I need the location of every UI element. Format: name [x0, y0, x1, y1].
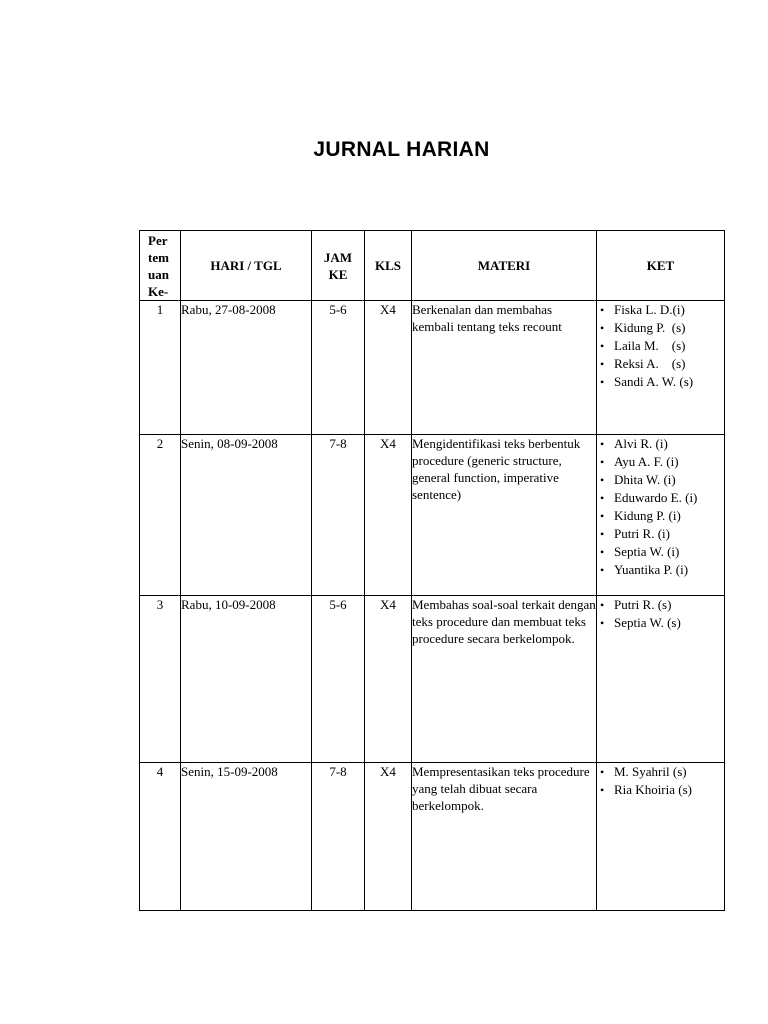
ket-entry: Putri R. (s) [614, 597, 672, 612]
ket-list [597, 435, 724, 579]
list-item [597, 355, 724, 373]
cell-hari-tgl: Rabu, 27-08-2008 [181, 301, 312, 435]
cell-jam-ke: 7-8 [312, 435, 365, 596]
list-item [597, 781, 724, 799]
cell-ket [597, 301, 725, 435]
ket-entry: Eduwardo E. (i) [614, 490, 698, 505]
bullet-icon: • [600, 509, 605, 523]
ket-entry: Yuantika P. (i) [614, 562, 689, 577]
cell-pertemuan-ke: 3 [140, 596, 181, 763]
header-pertemuan-ke: Per tem uan Ke- [140, 231, 181, 301]
ket-entry: Alvi R. (i) [614, 436, 668, 451]
journal-table [139, 230, 725, 911]
cell-hari-tgl: Senin, 08-09-2008 [181, 435, 312, 596]
cell-kls: X4 [365, 596, 412, 763]
header-kls: KLS [365, 231, 412, 301]
cell-hari-tgl: Senin, 15-09-2008 [181, 763, 312, 911]
bullet-icon: • [600, 616, 605, 630]
list-item [597, 301, 724, 319]
ket-entry: Septia W. (i) [614, 544, 680, 559]
cell-ket [597, 763, 725, 911]
ket-entry: Reksi A. (s) [614, 356, 686, 371]
ket-entry: Putri R. (i) [614, 526, 670, 541]
ket-list [597, 301, 724, 391]
cell-materi: Membahas soal-soal terkait dengan teks procedure dan membuat teks procedure secara berkelompok. [412, 596, 597, 763]
table-body [140, 301, 725, 911]
bullet-icon: • [600, 357, 605, 371]
bullet-icon: • [600, 491, 605, 505]
ket-entry: Dhita W. (i) [614, 472, 676, 487]
list-item [597, 525, 724, 543]
cell-kls: X4 [365, 435, 412, 596]
cell-materi: Berkenalan dan membahas kembali tentang teks recount [412, 301, 597, 435]
cell-materi: Mempresentasikan teks procedure yang telah dibuat secara berkelompok. [412, 763, 597, 911]
cell-jam-ke: 7-8 [312, 763, 365, 911]
cell-pertemuan-ke: 1 [140, 301, 181, 435]
ket-entry: Laila M. (s) [614, 338, 686, 353]
table-row [140, 763, 725, 911]
bullet-icon: • [600, 473, 605, 487]
table-row [140, 596, 725, 763]
bullet-icon: • [600, 783, 605, 797]
ket-entry: M. Syahril (s) [614, 764, 687, 779]
table-header-row [140, 231, 725, 301]
cell-kls: X4 [365, 763, 412, 911]
ket-entry: Ria Khoiria (s) [614, 782, 692, 797]
header-ket: KET [597, 231, 725, 301]
header-hari-tgl: HARI / TGL [181, 231, 312, 301]
bullet-icon: • [600, 303, 605, 317]
ket-entry: Fiska L. D.(i) [614, 302, 685, 317]
bullet-icon: • [600, 437, 605, 451]
bullet-icon: • [600, 765, 605, 779]
cell-kls: X4 [365, 301, 412, 435]
list-item [597, 471, 724, 489]
bullet-icon: • [600, 339, 605, 353]
ket-entry: Kidung P. (i) [614, 508, 681, 523]
bullet-icon: • [600, 563, 605, 577]
ket-entry: Septia W. (s) [614, 615, 681, 630]
list-item [597, 319, 724, 337]
header-jam-ke: JAM KE [312, 231, 365, 301]
list-item [597, 596, 724, 614]
cell-materi: Mengidentifikasi teks berbentuk procedure (generic structure, general function, imperative sentence) [412, 435, 597, 596]
header-materi: MATERI [412, 231, 597, 301]
table-row [140, 435, 725, 596]
list-item [597, 337, 724, 355]
list-item [597, 453, 724, 471]
list-item [597, 435, 724, 453]
list-item [597, 543, 724, 561]
bullet-icon: • [600, 527, 605, 541]
list-item [597, 561, 724, 579]
list-item [597, 373, 724, 391]
cell-pertemuan-ke: 4 [140, 763, 181, 911]
bullet-icon: • [600, 321, 605, 335]
cell-hari-tgl: Rabu, 10-09-2008 [181, 596, 312, 763]
list-item [597, 489, 724, 507]
ket-entry: Sandi A. W. (s) [614, 374, 694, 389]
ket-entry: Kidung P. (s) [614, 320, 686, 335]
ket-list [597, 763, 724, 799]
list-item [597, 763, 724, 781]
bullet-icon: • [600, 598, 605, 612]
list-item [597, 614, 724, 632]
cell-jam-ke: 5-6 [312, 596, 365, 763]
bullet-icon: • [600, 545, 605, 559]
cell-ket [597, 596, 725, 763]
cell-pertemuan-ke: 2 [140, 435, 181, 596]
list-item [597, 507, 724, 525]
ket-entry: Ayu A. F. (i) [614, 454, 679, 469]
cell-jam-ke: 5-6 [312, 301, 365, 435]
bullet-icon: • [600, 375, 605, 389]
cell-ket [597, 435, 725, 596]
ket-list [597, 596, 724, 632]
bullet-icon: • [600, 455, 605, 469]
page-title: JURNAL HARIAN [313, 138, 490, 161]
table-row [140, 301, 725, 435]
